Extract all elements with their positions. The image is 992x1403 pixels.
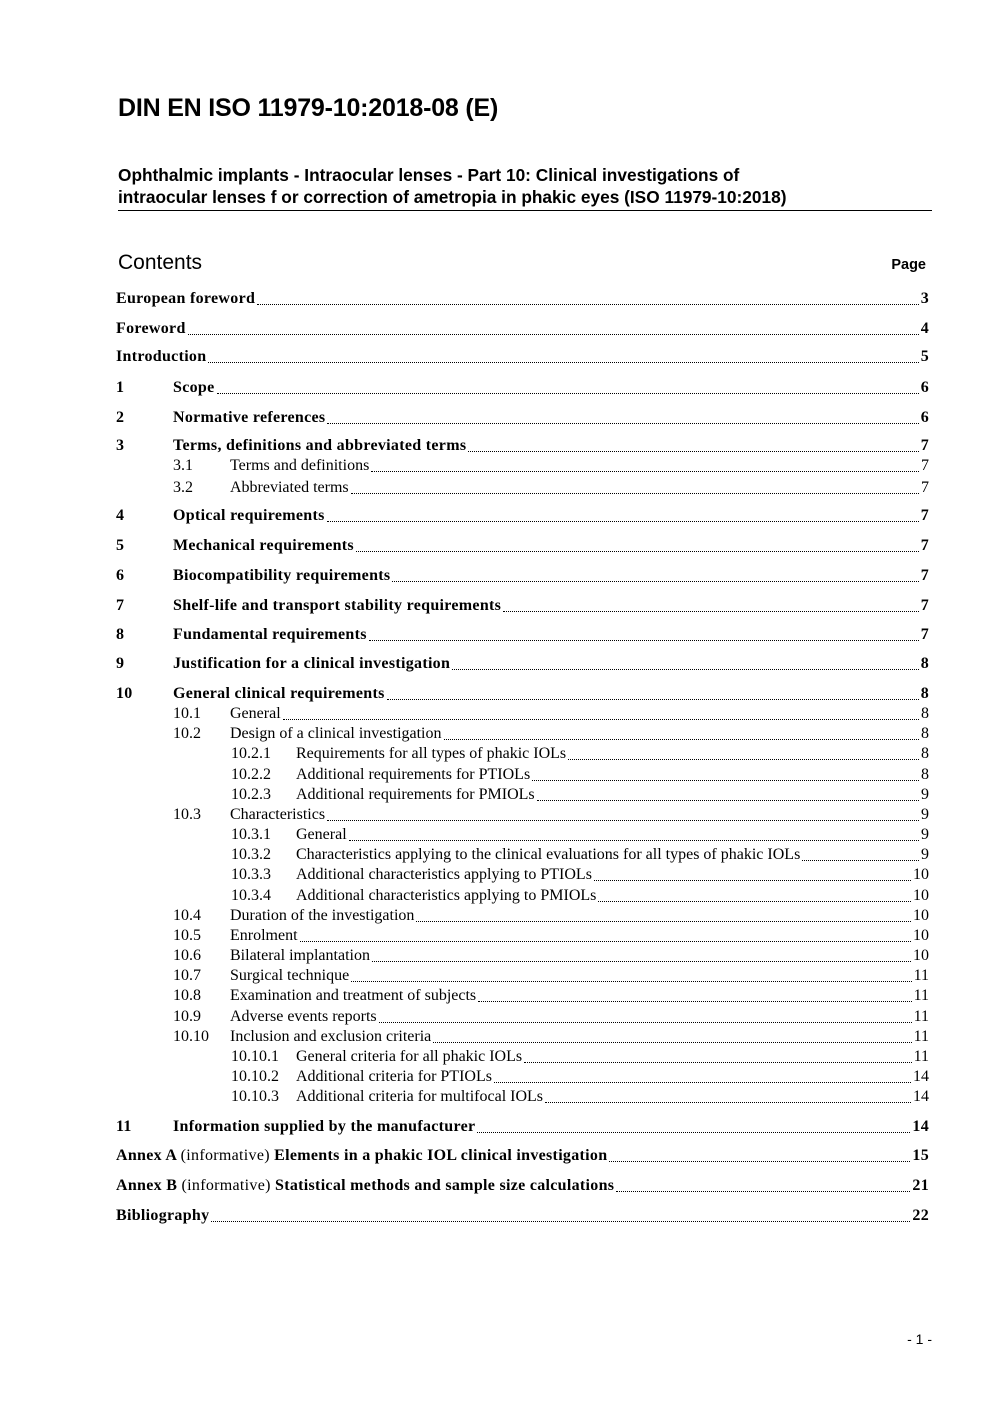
toc-entry[interactable] (231, 785, 929, 805)
dot-leader (568, 759, 919, 760)
dot-leader (387, 699, 919, 700)
dot-leader (594, 880, 911, 881)
dot-leader (545, 1102, 911, 1103)
toc-entry-number: 10.3.3 (231, 866, 271, 883)
toc-entry-title: Bibliography (116, 1207, 210, 1224)
toc-entry[interactable] (173, 906, 929, 926)
toc-entry-number: 10.8 (173, 987, 201, 1004)
toc-entry[interactable] (116, 684, 929, 704)
toc-entry-number: 7 (116, 597, 125, 614)
toc-entry-title: Additional requirements for PMIOLs (296, 786, 535, 803)
toc-entry-number: 10.10.2 (231, 1068, 279, 1085)
toc-entry-title: Bilateral implantation (230, 947, 370, 964)
dot-leader (349, 840, 919, 841)
toc-entry[interactable] (173, 946, 929, 966)
toc-entry-number: 3 (116, 437, 125, 454)
annex-title: Statistical methods and sample size calculations (270, 1177, 615, 1194)
toc-entry-page: 8 (920, 685, 929, 702)
toc-entry[interactable] (116, 347, 929, 367)
toc-entry-number: 10.5 (173, 927, 201, 944)
dot-leader (802, 860, 919, 861)
toc-entry[interactable] (116, 319, 929, 339)
toc-entry-page: 10 (913, 866, 929, 883)
toc-entry[interactable] (173, 805, 929, 825)
toc-entry-title: Fundamental requirements (173, 626, 367, 643)
dot-leader (283, 719, 919, 720)
toc-entry-number: 10.3.4 (231, 887, 271, 904)
toc-entry-page: 14 (912, 1118, 929, 1135)
toc-entry[interactable] (116, 566, 929, 586)
toc-entry-page: 11 (913, 1008, 929, 1025)
toc-entry-title: Characteristics (230, 806, 326, 823)
toc-entry-page: 10 (913, 907, 929, 924)
toc-entry-title (116, 1176, 614, 1196)
toc-entry-page: 14 (913, 1088, 929, 1105)
toc-entry[interactable] (231, 744, 929, 764)
toc-entry-page: 11 (913, 987, 929, 1004)
dot-leader (503, 611, 919, 612)
page-column-label: Page (891, 257, 926, 273)
toc-entry-page: 21 (912, 1177, 929, 1194)
subtitle-line-2: intraocular lenses f or correction of ametropia in phakic eyes (ISO 11979-10:2018) (118, 187, 787, 207)
toc-entry[interactable] (116, 289, 929, 309)
toc-entry[interactable] (173, 1027, 929, 1047)
toc-entry[interactable] (116, 408, 929, 428)
toc-entry-page: 7 (920, 626, 929, 643)
footer-page-number: - 1 - (907, 1331, 932, 1347)
dot-leader (468, 451, 918, 452)
toc-entry[interactable] (231, 886, 929, 906)
toc-entry-page: 7 (920, 537, 929, 554)
toc-entry-title: Surgical technique (230, 967, 350, 984)
toc-entry[interactable] (231, 1067, 929, 1087)
toc-entry-number: 10.3.1 (231, 826, 271, 843)
dot-leader (327, 423, 918, 424)
dot-leader (537, 800, 919, 801)
toc-entry[interactable] (116, 1206, 929, 1226)
annex-note: (informative) (180, 1147, 270, 1164)
toc-entry-page: 10 (913, 927, 929, 944)
toc-entry-page: 9 (921, 846, 929, 863)
dot-leader (532, 780, 919, 781)
toc-entry-title: Requirements for all types of phakic IOLs (296, 745, 567, 762)
toc-entry[interactable] (116, 596, 929, 616)
toc-entry-title: Duration of the investigation (230, 907, 415, 924)
toc-entry[interactable] (173, 986, 929, 1006)
toc-entry[interactable] (231, 845, 929, 865)
toc-entry-title: Examination and treatment of subjects (230, 987, 477, 1004)
toc-entry-page: 3 (920, 290, 929, 307)
toc-entry-page: 15 (912, 1147, 929, 1164)
annex-label: Annex B (116, 1177, 182, 1194)
toc-entry-number: 9 (116, 655, 125, 672)
annex-title: Elements in a phakic IOL clinical investigation (269, 1147, 608, 1164)
toc-entry-title: Additional characteristics applying to PTIOLs (296, 866, 592, 883)
toc-entry-title: Normative references (173, 409, 326, 426)
toc-entry-page: 5 (920, 348, 929, 365)
toc-entry[interactable] (231, 825, 929, 845)
toc-entry-title: General (296, 826, 347, 843)
toc-entry-title: Information supplied by the manufacturer (173, 1118, 476, 1135)
toc-entry[interactable] (173, 1007, 929, 1027)
toc-entry[interactable] (116, 1146, 929, 1166)
dot-leader (494, 1082, 911, 1083)
toc-entry-number: 10.7 (173, 967, 201, 984)
toc-entry-page: 10 (913, 887, 929, 904)
dot-leader (188, 334, 919, 335)
dot-leader (217, 393, 919, 394)
toc-entry-number: 10.2.2 (231, 766, 271, 783)
toc-entry-title: General clinical requirements (173, 685, 385, 702)
toc-entry[interactable] (116, 1176, 929, 1196)
toc-entry-page: 8 (921, 766, 929, 783)
toc-entry[interactable] (173, 724, 929, 744)
dot-leader (372, 961, 911, 962)
toc-entry-number: 10.1 (173, 705, 201, 722)
toc-entry-title: Optical requirements (173, 507, 325, 524)
dot-leader (598, 901, 911, 902)
toc-entry-page: 9 (921, 826, 929, 843)
toc-entry-page: 11 (913, 967, 929, 984)
toc-entry-number: 10.2.1 (231, 745, 271, 762)
toc-entry[interactable] (116, 378, 929, 398)
document-title: DIN EN ISO 11979-10:2018-08 (E) (118, 94, 499, 122)
dot-leader (208, 362, 918, 363)
toc-entry-number: 10 (116, 685, 133, 702)
toc-entry-title: Shelf-life and transport stability requirements (173, 597, 502, 614)
toc-entry-title: Additional criteria for PTIOLs (296, 1068, 492, 1085)
dot-leader (379, 1022, 912, 1023)
toc-entry-title: Characteristics applying to the clinical evaluations for all types of phakic IOLs (296, 846, 801, 863)
toc-entry-number: 10.2 (173, 725, 201, 742)
toc-entry-page: 8 (920, 655, 929, 672)
toc-entry-title: Justification for a clinical investigation (173, 655, 451, 672)
toc-entry-number: 10.2.3 (231, 786, 271, 803)
toc-entry-number: 3.1 (173, 457, 193, 474)
toc-entry-page: 10 (913, 947, 929, 964)
toc-entry-title: Enrolment (230, 927, 298, 944)
toc-entry-title: Mechanical requirements (173, 537, 354, 554)
contents-heading: Contents (118, 251, 203, 274)
toc-entry-title: Terms and definitions (230, 457, 370, 474)
toc-entry-number: 10.10.3 (231, 1088, 279, 1105)
toc-entry-number: 6 (116, 567, 125, 584)
dot-leader (444, 739, 920, 740)
toc-entry[interactable] (116, 436, 929, 456)
toc-entry-page: 6 (920, 409, 929, 426)
toc-entry-number: 1 (116, 379, 125, 396)
toc-entry-title: Inclusion and exclusion criteria (230, 1028, 432, 1045)
dot-leader (351, 981, 911, 982)
dot-leader (369, 640, 919, 641)
toc-entry-number: 5 (116, 537, 125, 554)
toc-entry[interactable] (173, 704, 929, 724)
toc-entry-title: Additional requirements for PTIOLs (296, 766, 531, 783)
dot-leader (371, 471, 919, 472)
toc-entry-page: 4 (920, 320, 929, 337)
toc-entry-page: 7 (921, 457, 929, 474)
dot-leader (452, 669, 919, 670)
subtitle-line-1: Ophthalmic implants - Intraocular lenses - Part 10: Clinical investigations of (118, 165, 740, 185)
dot-leader (433, 1042, 911, 1043)
toc-entry-page: 9 (921, 806, 929, 823)
toc-entry[interactable] (116, 1117, 929, 1137)
toc-entry-title: Terms, definitions and abbreviated terms (173, 437, 467, 454)
toc-entry-page: 14 (913, 1068, 929, 1085)
toc-entry-number: 3.2 (173, 479, 193, 496)
annex-note: (informative) (181, 1177, 271, 1194)
toc-entry-number: 10.9 (173, 1008, 201, 1025)
toc-entry-number: 2 (116, 409, 125, 426)
toc-entry-page: 7 (920, 437, 929, 454)
toc-entry[interactable] (116, 654, 929, 674)
dot-leader (257, 304, 919, 305)
toc-entry-page: 8 (921, 725, 929, 742)
toc-entry-page: 8 (921, 705, 929, 722)
toc-entry-page: 8 (921, 745, 929, 762)
toc-entry[interactable] (231, 1087, 929, 1107)
dot-leader (477, 1132, 910, 1133)
toc-entry-title: General (230, 705, 281, 722)
toc-entry-title: Biocompatibility requirements (173, 567, 391, 584)
dot-leader (609, 1161, 910, 1162)
toc-entry-page: 7 (921, 479, 929, 496)
dot-leader (211, 1221, 910, 1222)
toc-entry[interactable] (116, 625, 929, 645)
toc-entry-page: 9 (921, 786, 929, 803)
toc-entry-number: 10.10 (173, 1028, 209, 1045)
dot-leader (392, 581, 918, 582)
toc-entry-page: 6 (920, 379, 929, 396)
dot-leader (416, 921, 911, 922)
toc-entry-number: 10.3.2 (231, 846, 271, 863)
dot-leader (351, 493, 919, 494)
toc-entry[interactable] (231, 1047, 929, 1067)
dot-leader (356, 551, 919, 552)
toc-entry-page: 7 (920, 567, 929, 584)
dot-leader (478, 1001, 911, 1002)
toc-entry-number: 10.6 (173, 947, 201, 964)
toc-entry-title: Adverse events reports (230, 1008, 377, 1025)
dot-leader (327, 521, 919, 522)
toc-entry-page: 22 (912, 1207, 929, 1224)
dot-leader (616, 1191, 910, 1192)
toc-entry-title: European foreword (116, 290, 256, 307)
toc-entry-number: 10.10.1 (231, 1048, 279, 1065)
toc-entry-title: Additional characteristics applying to PMIOLs (296, 887, 597, 904)
toc-entry-page: 11 (913, 1028, 929, 1045)
toc-entry[interactable] (231, 765, 929, 785)
toc-entry[interactable] (116, 536, 929, 556)
dot-leader (524, 1062, 911, 1063)
annex-label: Annex A (116, 1147, 181, 1164)
toc-entry-title: Abbreviated terms (230, 479, 349, 496)
toc-entry-title: Introduction (116, 348, 207, 365)
toc-entry[interactable] (173, 966, 929, 986)
toc-entry[interactable] (173, 926, 929, 946)
toc-entry-page: 7 (920, 597, 929, 614)
dot-leader (327, 820, 919, 821)
toc-entry[interactable] (173, 456, 929, 476)
toc-entry-page: 11 (913, 1048, 929, 1065)
toc-entry-title: Foreword (116, 320, 186, 337)
toc-entry-number: 4 (116, 507, 125, 524)
toc-entry-number: 8 (116, 626, 125, 643)
toc-entry-number: 10.3 (173, 806, 201, 823)
toc-entry[interactable] (116, 506, 929, 526)
toc-entry-title: Design of a clinical investigation (230, 725, 442, 742)
toc-entry[interactable] (231, 865, 929, 885)
toc-entry[interactable] (173, 478, 929, 498)
toc-entry-title: Additional criteria for multifocal IOLs (296, 1088, 544, 1105)
toc-entry-title (116, 1146, 607, 1166)
toc-entry-title: General criteria for all phakic IOLs (296, 1048, 523, 1065)
toc-entry-page: 7 (920, 507, 929, 524)
toc-entry-number: 10.4 (173, 907, 201, 924)
toc-entry-number: 11 (116, 1118, 132, 1135)
dot-leader (300, 941, 911, 942)
toc-entry-title: Scope (173, 379, 215, 396)
